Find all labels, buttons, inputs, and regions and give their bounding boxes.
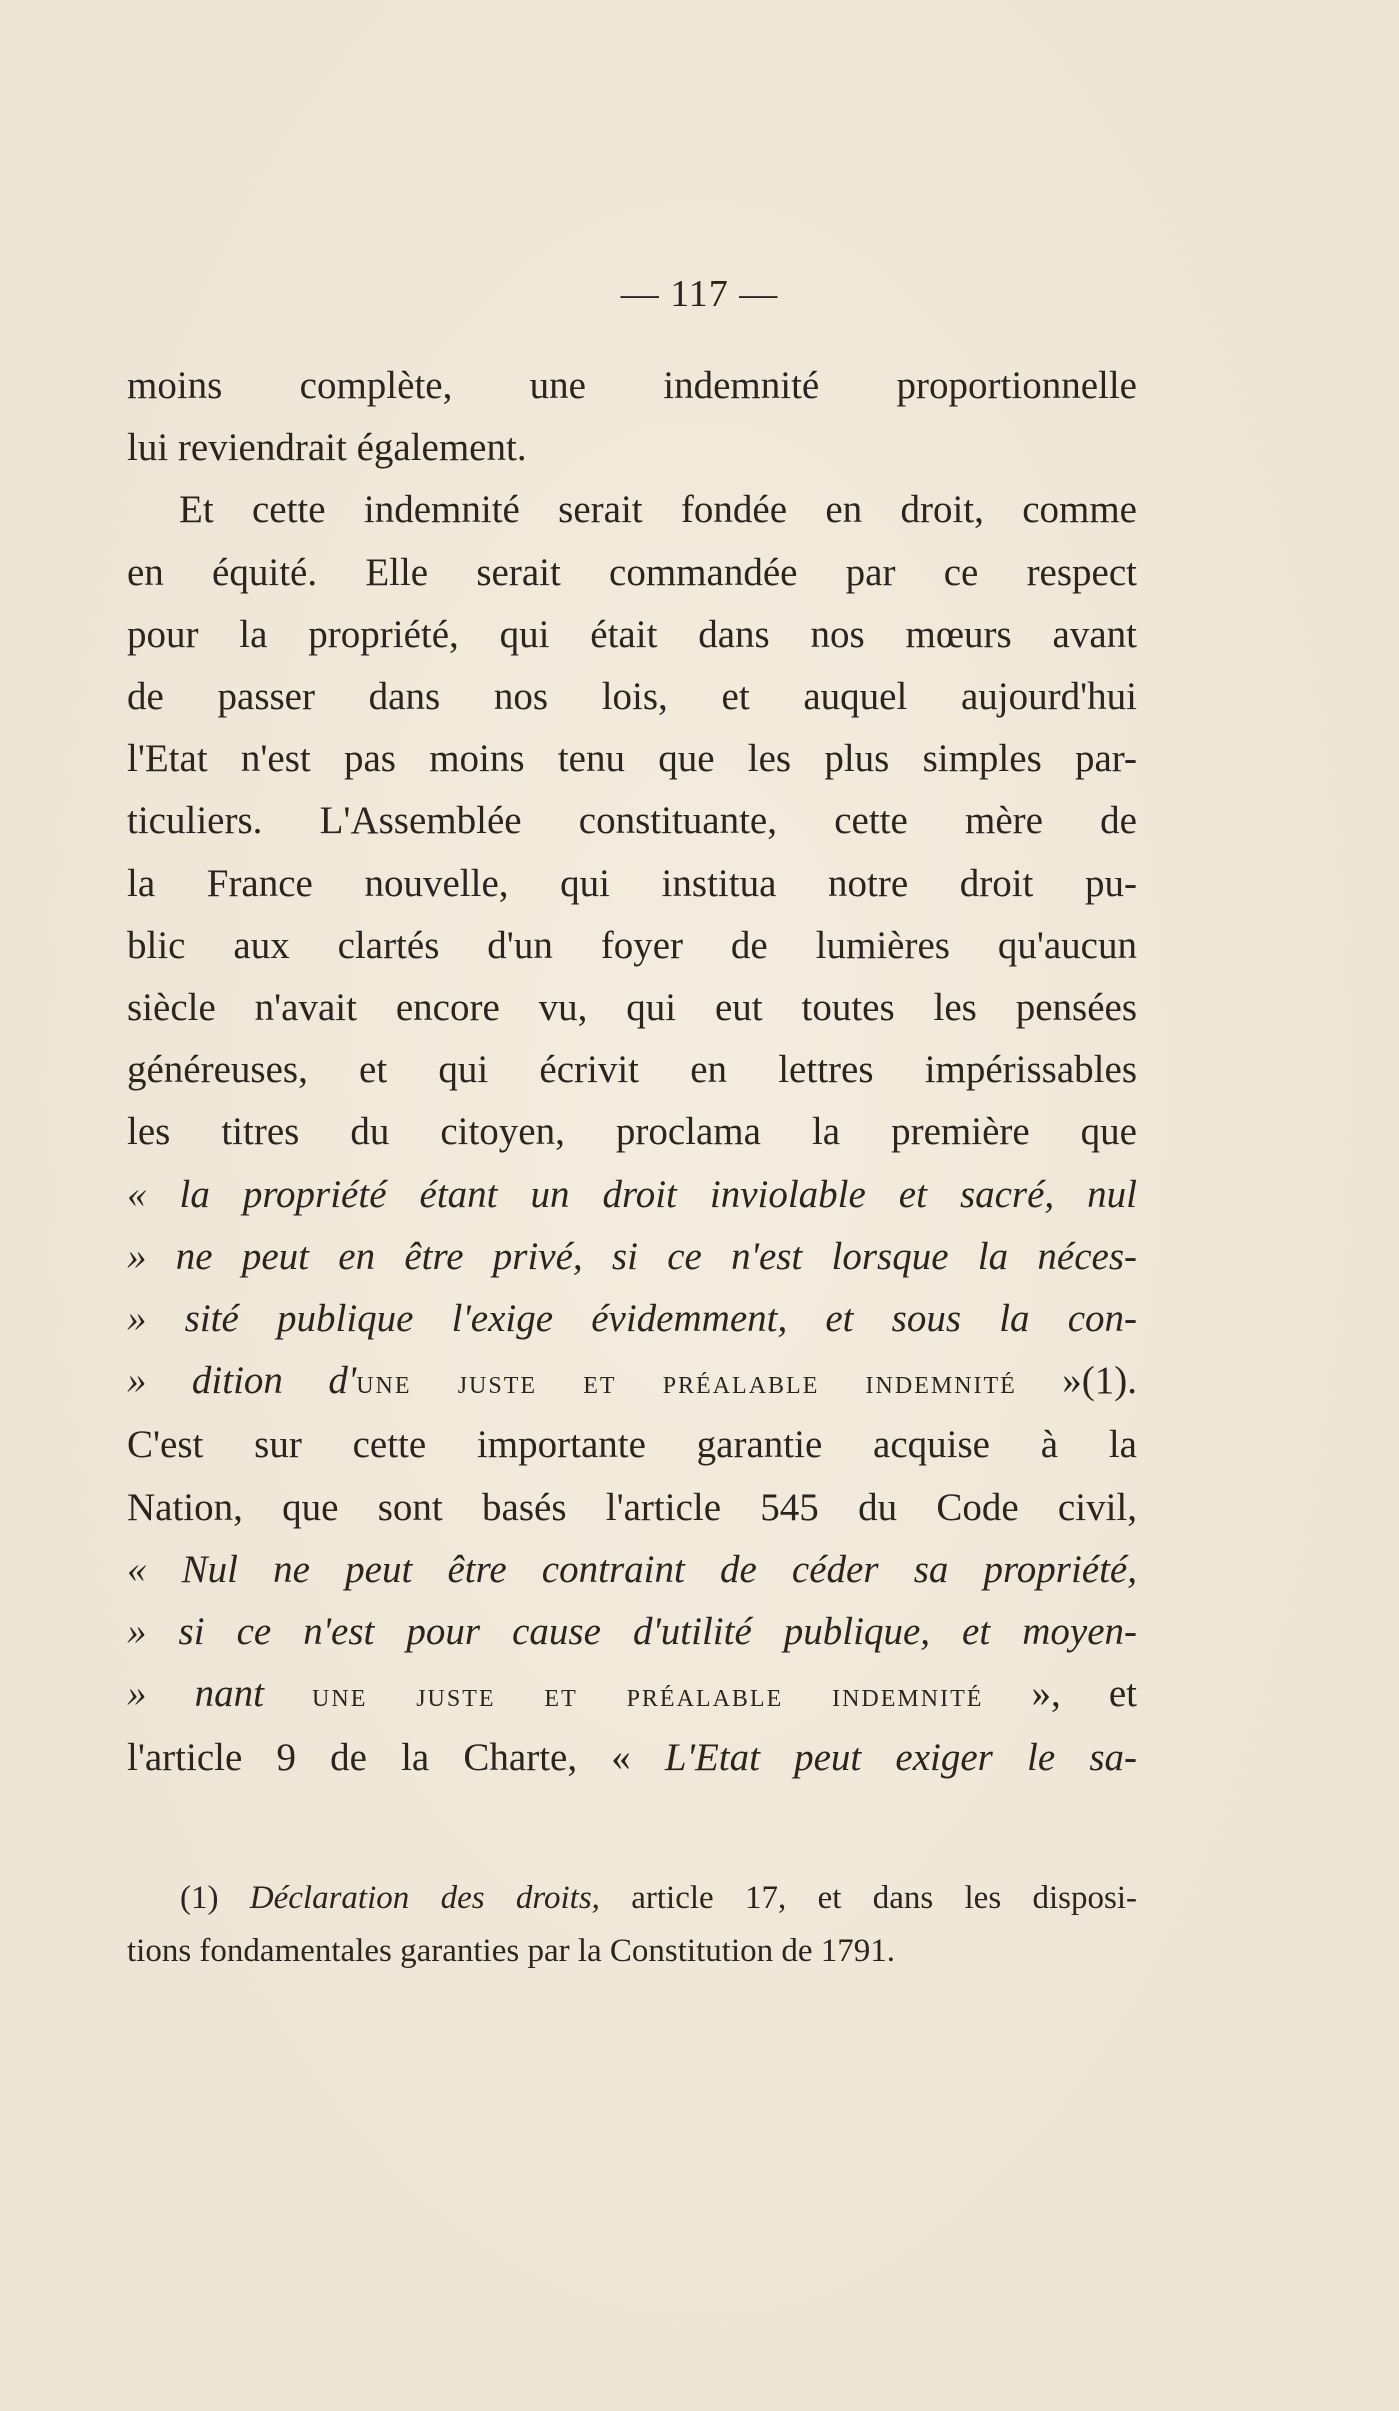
footnote-text: article 17, et dans les disposi- (599, 1880, 1137, 1916)
footnote-reference: »(1). (1016, 1359, 1137, 1403)
quote-line: « la propriété étant un droit inviolable et sacré, nul (127, 1172, 1137, 1216)
text-line: Et cette indemnité serait fondée en droit, comme (179, 488, 1137, 532)
footnote-line: tions fondamentales garanties par la Constitution de 1791. (127, 1933, 896, 1969)
small-caps-phrase: une juste et préalable indemnité (356, 1364, 1017, 1402)
quote-line: » si ce n'est pour cause d'utilité publique, et moyen- (127, 1610, 1137, 1654)
body-text (127, 355, 1137, 1790)
quote-italic: » dition d' (127, 1359, 357, 1403)
quote-close: », et (983, 1672, 1137, 1716)
quote-line (127, 1350, 1137, 1414)
footnote-marker: (1) (180, 1880, 250, 1916)
text-line: Nation, que sont basés l'article 545 du Code civil, (127, 1485, 1137, 1529)
footnote-title: Déclaration des droits, (249, 1880, 600, 1916)
footnote (127, 1872, 1137, 1978)
text-line: la France nouvelle, qui institua notre droit pu- (127, 861, 1137, 905)
text-line: lui reviendrait également. (127, 426, 527, 470)
quote-line: » sité publique l'exige évidemment, et sous la con- (127, 1297, 1137, 1341)
quote-line (127, 1663, 1137, 1727)
text-line: blic aux clartés d'un foyer de lumières qu'aucun (127, 923, 1137, 967)
text-line: ticuliers. L'Assemblée constituante, cette mère de (127, 799, 1137, 843)
text-line: généreuses, et qui écrivit en lettres impérissables (127, 1048, 1137, 1092)
text-line: pour la propriété, qui était dans nos mœurs avant (127, 612, 1137, 656)
page-number: — 117 — (620, 273, 779, 315)
text-line: C'est sur cette importante garantie acquise à la (127, 1423, 1137, 1467)
footnote-line (180, 1872, 1137, 1925)
quote-line: « Nul ne peut être contraint de céder sa propriété, (127, 1547, 1137, 1591)
text-segment: l'article 9 de la Charte, « (127, 1736, 665, 1780)
text-line: les titres du citoyen, proclama la première que (127, 1110, 1137, 1154)
quote-italic: L'Etat peut exiger le sa- (664, 1736, 1137, 1780)
small-caps-phrase: une juste et préalable indemnité (312, 1677, 984, 1715)
text-line: en équité. Elle serait commandée par ce respect (127, 550, 1137, 594)
text-line: moins complète, une indemnité proportionnelle (127, 364, 1137, 407)
quote-line: » ne peut en être privé, si ce n'est lorsque la néces- (127, 1234, 1137, 1278)
text-line: siècle n'avait encore vu, qui eut toutes les pensées (127, 986, 1137, 1030)
text-line: l'Etat n'est pas moins tenu que les plus simples par- (127, 737, 1137, 781)
text-line: de passer dans nos lois, et auquel aujourd'hui (127, 675, 1137, 719)
text-line (127, 1727, 1137, 1789)
quote-italic: » nant (127, 1672, 313, 1716)
